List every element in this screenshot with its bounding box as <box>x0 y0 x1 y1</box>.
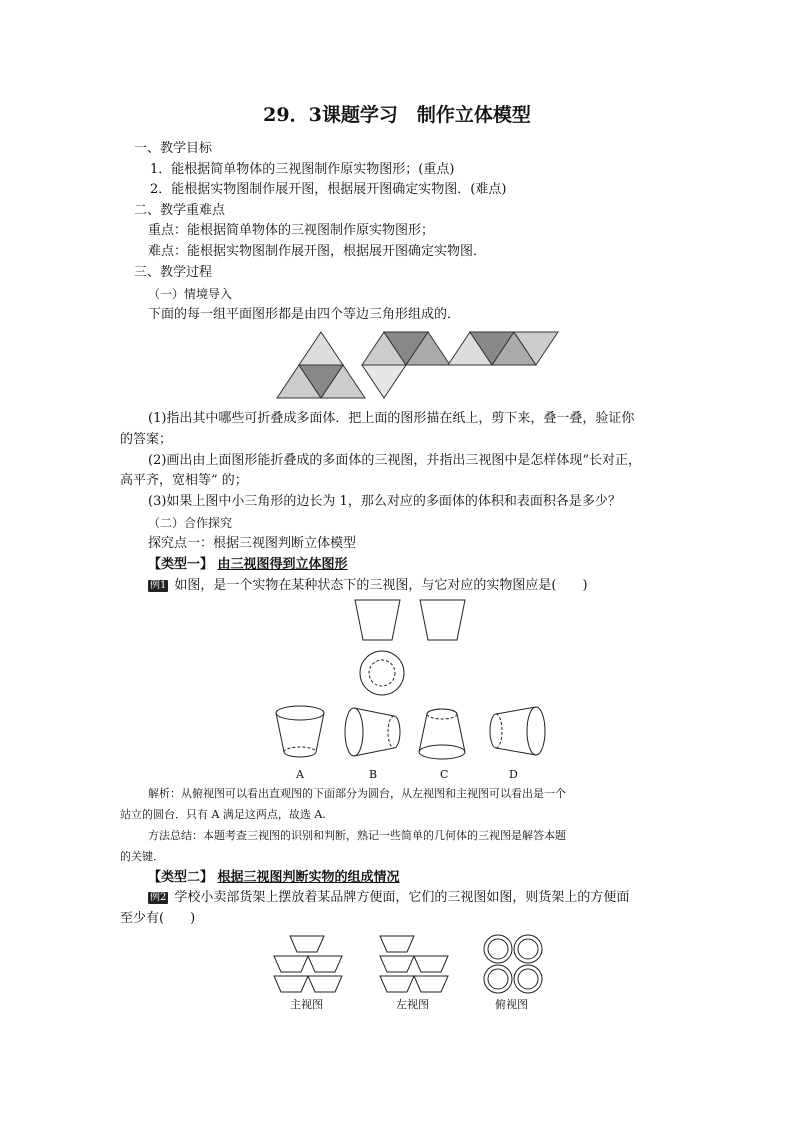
intro-text: 下面的每一组平面图形都是由四个等边三角形组成的． <box>148 307 461 322</box>
choice-d-label: D <box>509 768 518 781</box>
type-1-title: 由三视图得到立体图形 <box>217 557 348 572</box>
example-2 <box>148 889 629 907</box>
left-view-label: 左视图 <box>396 998 429 1011</box>
goal-item-2: 2．能根据实物图制作展开图，根据展开图确定实物图．(难点) <box>150 182 507 197</box>
type-2-title: 根据三视图判断实物的组成情况 <box>217 870 400 885</box>
example-2-tag: 例2 <box>150 892 167 903</box>
question-1-line-a: (1)指出其中哪些可折叠成多面体．把上面的图形描在纸上，剪下来，叠一叠，验证你 <box>148 411 635 426</box>
section-heading-keypoints: 二、教学重难点 <box>134 203 226 218</box>
example-1 <box>148 577 588 595</box>
question-3: (3)如果上图中小三角形的边长为 1，那么对应的多面体的体积和表面积各是多少？ <box>148 494 621 509</box>
question-2-line-b: 高平齐，宽相等” 的； <box>120 473 248 488</box>
analysis-1-line-b: 站立的圆台．只有 A 满足这两点，故选 A. <box>120 808 326 821</box>
difficult-point: 难点：能根据实物图制作展开图，根据展开图确定实物图． <box>148 244 487 259</box>
triangle-nets-figure <box>276 330 546 402</box>
section-heading-process: 三、教学过程 <box>134 265 213 280</box>
three-view-figure-2 <box>272 934 572 994</box>
choice-a-label: A <box>296 768 304 781</box>
subsection-intro: （一）情境导入 <box>148 287 233 301</box>
analysis-1-line-a: 解析：从俯视图可以看出直观图的下面部分为圆台，从左视图和主视图可以看出是一个 <box>148 787 566 800</box>
choice-b-label: B <box>369 768 378 781</box>
example-1-tag: 例1 <box>150 580 167 591</box>
example-2-line-b: 至少有( ) <box>120 911 196 926</box>
type-1-heading <box>148 556 348 574</box>
choice-solids-figure <box>270 700 560 770</box>
section-heading-goals: 一、教学目标 <box>134 141 213 156</box>
choice-c-label: C <box>440 768 449 781</box>
type-2-heading <box>148 869 400 887</box>
method-1-line-a: 方法总结：本题考查三视图的识别和判断，熟记一些简单的几何体的三视图是解答本题 <box>148 829 566 842</box>
example-1-text: 如图，是一个实物在某种状态下的三视图，与它对应的实物图应是( ) <box>174 578 588 593</box>
question-1-line-b: 的答案； <box>120 432 173 447</box>
question-2-line-a: (2)画出由上面图形能折叠成的多面体的三视图，并指出三视图中是怎样体现“长对正， <box>148 453 642 468</box>
example-2-text: 学校小卖部货架上摆放着某品牌方便面，它们的三视图如图，则货架上的方便面 <box>174 890 630 905</box>
key-point: 重点：能根据简单物体的三视图制作原实物图形； <box>148 223 435 238</box>
explore-point-1: 探究点一：根据三视图判断立体模型 <box>148 536 357 551</box>
top-view-label: 俯视图 <box>495 998 528 1011</box>
type-1-label: 【类型一】 <box>148 557 214 572</box>
subsection-cooperative: （二）合作探究 <box>148 516 233 530</box>
goal-item-1: 1．能根据简单物体的三视图制作原实物图形；(重点) <box>150 162 455 177</box>
type-2-label: 【类型二】 <box>148 870 214 885</box>
page-title: 29．3课题学习 制作立体模型 <box>263 104 531 126</box>
front-view-label: 主视图 <box>290 998 323 1011</box>
method-1-line-b: 的关键． <box>120 850 164 863</box>
